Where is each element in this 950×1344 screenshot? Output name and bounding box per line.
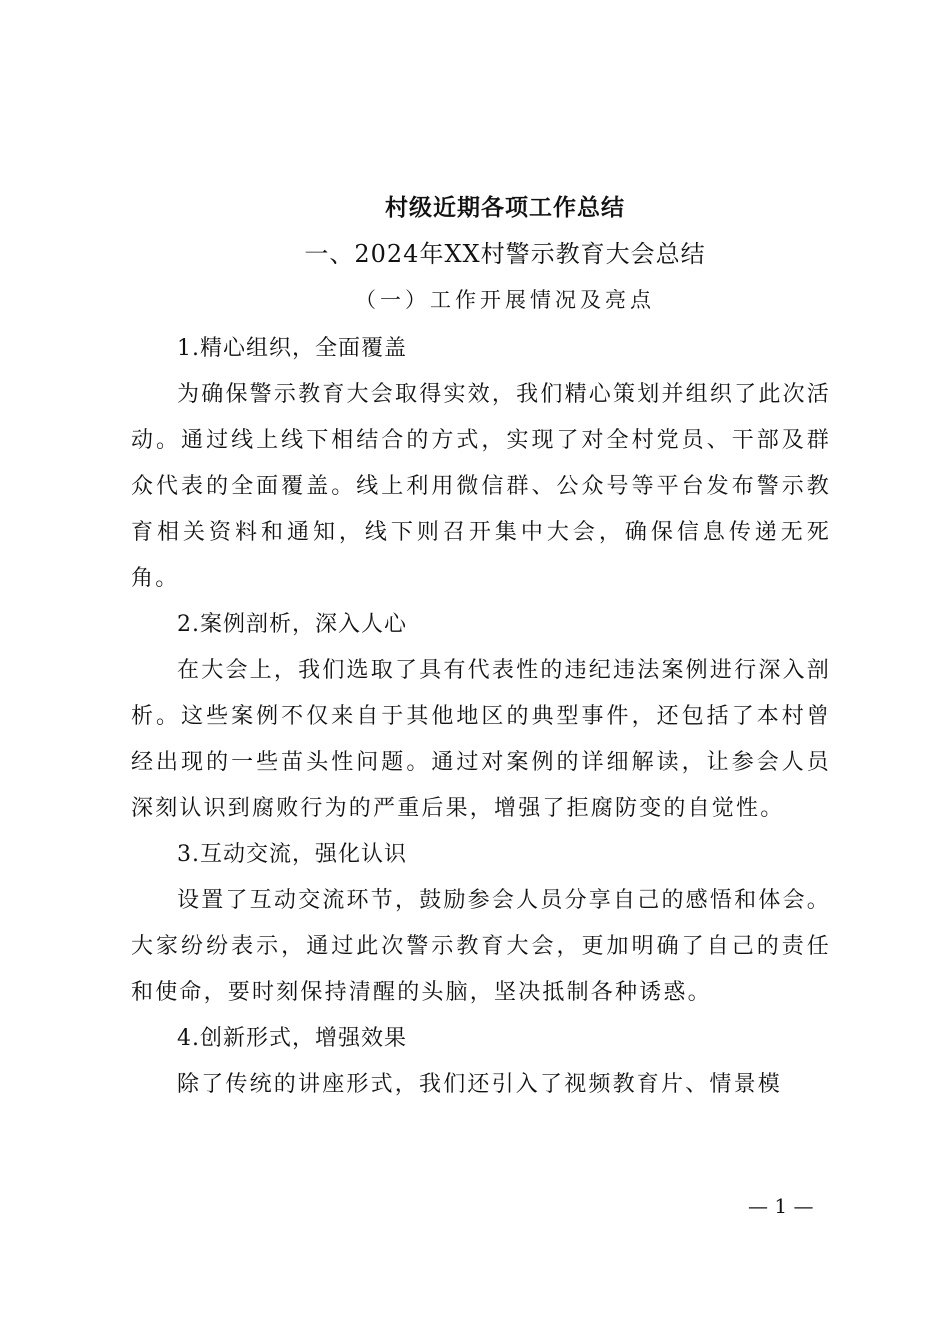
document-title: 村级近期各项工作总结: [385, 194, 625, 221]
document-body: [131, 326, 831, 1108]
subsection-title: （一）工作开展情况及亮点: [355, 288, 655, 312]
section-title: 一、2024年XX村警示教育大会总结: [304, 240, 706, 268]
item-paragraph-4: 除了传统的讲座形式，我们还引入了视频教育片、情景模: [177, 1072, 783, 1097]
item-heading-3: 3.互动交流，强化认识: [177, 842, 407, 867]
item-heading-1: 1.精心组织，全面覆盖: [177, 336, 407, 361]
item-paragraph-3: 设置了互动交流环节，鼓励参会人员分享自己的感悟和体会。大家纷纷表示，通过此次警示教育大会，更加明确了自己的责任和使命，要时刻保持清醒的头脑，坚决抵制各种诱惑。: [131, 888, 831, 1005]
item-heading-2: 2.案例剖析，深入人心: [177, 612, 407, 637]
item-paragraph-2: 在大会上，我们选取了具有代表性的违纪违法案例进行深入剖析。这些案例不仅来自于其他地区的典型事件，还包括了本村曾经出现的一些苗头性问题。通过对案例的详细解读，让参会人员深刻认识到腐败行为的严重后果，增强了拒腐防变的自觉性。: [131, 658, 831, 821]
page-number: — 1 —: [748, 1194, 814, 1218]
item-paragraph-1: 为确保警示教育大会取得实效，我们精心策划并组织了此次活动。通过线上线下相结合的方式，实现了对全村党员、干部及群众代表的全面覆盖。线上利用微信群、公众号等平台发布警示教育相关资料和通知，线下则召开集中大会，确保信息传递无死角。: [131, 382, 831, 591]
item-heading-4: 4.创新形式，增强效果: [177, 1026, 407, 1051]
